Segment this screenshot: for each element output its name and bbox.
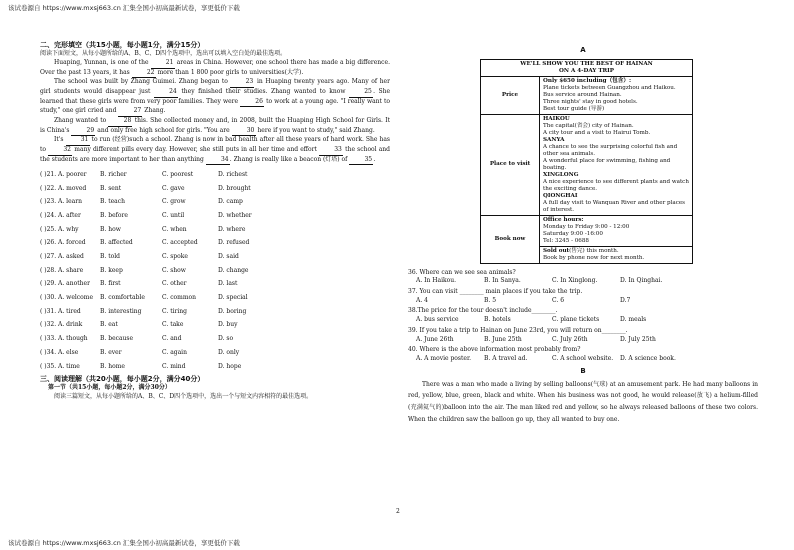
passage-b-text: There was a man who made a living by selling balloons(气球) at an amusement park. He had many balloons in red, yellow, blue, green, black and white. When his business was not good, he would release(放飞) a helium-filled (充满氦气的)balloon into the air. The man liked red and yellow, so he always released balloons of these two colors. When the children saw the balloon go up, they all wanted to buy one. — [408, 380, 758, 423]
option-choice: C. show — [162, 266, 186, 274]
question-option: A. 4 — [416, 296, 428, 304]
page-header-source: 该试卷源自 https://www.mxsj663.cn 汇集全国小初高最新试卷，享更低价下载 — [8, 4, 240, 12]
option-choice: B. richer — [100, 170, 127, 178]
question-option: A. June 26th — [416, 335, 454, 343]
option-choice: D. buy — [218, 321, 238, 329]
cloze-paragraph: It's 31 to run (经营)such a school. Zhang is now in bad health after all these years of hard work. She has to 32 many different pills every day. However, she still puts in all her time and effort 33 the school and the students are more important to her than anything 34. Zhang is really like a beacon (灯塔) of 35. — [40, 136, 390, 165]
office-hours — [540, 215, 693, 246]
blank-25: 25 — [349, 88, 373, 98]
question: 40. Where is the above information most probably from? — [408, 346, 581, 354]
option-choice: D. only — [218, 348, 240, 356]
option-row — [40, 182, 390, 196]
passage-b-label: B — [580, 366, 586, 375]
option-row — [40, 319, 390, 333]
option-row — [40, 346, 390, 360]
option-choice: D. camp — [218, 198, 243, 206]
passage-a-questions — [408, 269, 758, 364]
option-choice: B. ever — [100, 348, 122, 356]
tour-title-line2: ON A 4-DAY TRIP — [559, 68, 614, 75]
question-option: C. July 26th — [552, 335, 588, 343]
option-choice: D. last — [218, 280, 238, 288]
option-row — [40, 237, 390, 251]
option-choice: ( )32. A. drink — [40, 321, 83, 329]
option-choice: B. because — [100, 335, 134, 343]
option-row — [40, 251, 390, 265]
visit-line: A wonderful place for swimming, fishing and boating. — [543, 157, 671, 171]
question-option: B. In Sanya. — [484, 277, 521, 285]
option-choice: D. so — [218, 335, 234, 343]
blank-33: 33 — [319, 146, 343, 156]
option-choice: ( )34. A. else — [40, 348, 79, 356]
option-choice: D. brought — [218, 184, 251, 192]
office-line: Monday to Friday 9:00 - 12:00 — [543, 223, 630, 230]
question-options — [408, 316, 758, 325]
option-choice: B. interesting — [100, 307, 142, 315]
question-option: C. In Xinglong. — [552, 277, 598, 285]
question-option: D.7 — [620, 296, 631, 304]
option-choice: C. take — [162, 321, 184, 329]
option-row — [40, 292, 390, 306]
question-option: B. hotels — [484, 316, 511, 324]
option-choice: D. richest — [218, 170, 248, 178]
option-row — [40, 168, 390, 182]
option-choice: ( )27. A. asked — [40, 253, 84, 261]
option-choice: B. keep — [100, 266, 123, 274]
tour-ad-title — [481, 60, 693, 77]
cloze-options — [40, 168, 390, 373]
blank-35: 35 — [349, 156, 373, 166]
question-option: A. A movie poster. — [416, 354, 472, 362]
price-details — [540, 77, 693, 115]
option-choice: C. spoke — [162, 253, 188, 261]
right-column — [408, 45, 758, 425]
office-line: Saturday 9:00 -16:00 — [543, 230, 603, 237]
question-option: C. 6 — [552, 296, 565, 304]
price-line: Only $650 including（包含）: — [543, 78, 632, 85]
blank-28: 28 — [108, 117, 132, 127]
option-row — [40, 264, 390, 278]
question-option: C. plane tickets — [552, 316, 600, 324]
blank-21: 21 — [151, 59, 175, 69]
option-choice: C. when — [162, 225, 187, 233]
option-choice: B. how — [100, 225, 121, 233]
option-choice: ( )33. A. though — [40, 335, 88, 343]
option-choice: C. until — [162, 211, 185, 219]
question-option: A. bus service — [416, 316, 459, 324]
option-choice: C. again — [162, 348, 187, 356]
office-hours-title: Office hours: — [543, 216, 584, 223]
option-choice: C. grow — [162, 198, 186, 206]
question-option: A. In Haikou. — [416, 277, 457, 285]
price-line: Plane tickets between Guangzhou and Haikou. — [543, 85, 676, 92]
visit-line: The capital(省会) city of Hainan. — [543, 123, 634, 130]
option-row — [40, 305, 390, 319]
book-next-month: Book by phone now for next month. — [543, 254, 645, 261]
option-choice: ( )30. A. welcome — [40, 294, 94, 302]
question-options — [408, 277, 758, 286]
option-choice: B. comfortable — [100, 294, 145, 302]
visit-line: A city tour and a visit to Hairui Tomb. — [543, 130, 651, 136]
option-choice: C. accepted — [162, 239, 198, 247]
cloze-passage — [40, 59, 390, 166]
blank-24: 24 — [154, 88, 178, 98]
question-option: B. June 25th — [484, 335, 522, 343]
question-option: D. In Qinghai. — [620, 277, 663, 285]
tour-ad-table — [480, 59, 693, 264]
option-row — [40, 360, 390, 374]
question-option: B. A travel ad. — [484, 354, 528, 362]
visit-label: Place to visit — [481, 115, 540, 216]
option-row — [40, 209, 390, 223]
option-choice: ( )23. A. learn — [40, 198, 82, 206]
option-choice: ( )24. A. after — [40, 211, 81, 219]
price-line: Best tour guide (导游) — [543, 106, 605, 113]
page-footer-source: 该试卷源自 https://www.mxsj663.cn 汇集全国小初高最新试卷，享更低价下载 — [8, 539, 240, 547]
blank-29: 29 — [71, 127, 95, 137]
blank-27: 27 — [118, 107, 142, 117]
option-choice: D. where — [218, 225, 246, 233]
option-choice: C. poorest — [162, 170, 194, 178]
visit-city: HAIKOU — [543, 116, 570, 123]
visit-line: A full day visit to Wanquan River and other places of interest. — [543, 199, 686, 213]
option-choice: ( )26. A. forced — [40, 239, 86, 247]
question: 36. Where can we see sea animals? — [408, 268, 516, 276]
price-label: Price — [481, 77, 540, 115]
visit-details — [540, 115, 693, 216]
price-line: Bus service around Hainan. — [543, 92, 622, 99]
question-options — [408, 355, 758, 364]
sold-out-bold: Sold out — [543, 247, 570, 254]
visit-city: XINGLONG — [543, 171, 579, 178]
cloze-paragraph: The school was built by Zhang Guimei. Zhang began to 23 in Huaping twenty years ago. Many of her girl students would disappear just 24 they finished their studies. Zhang wanted to know 25. She learned that these girls were from very poor families. They were 26 to work at a young age. "I really want to study," one girl cried and 27 Zhang. — [40, 78, 390, 117]
question: 37. You can visit ________ main places if you take the trip. — [408, 288, 583, 296]
blank-31: 31 — [66, 136, 90, 146]
option-choice: ( )28. A. share — [40, 266, 84, 274]
reading-instruction: 阅读三篇短文，从每小题所给的A、B、C、D四个选项中，选出一个与短文内容相符的最佳选项。 — [54, 392, 313, 400]
question: 38.The price for the tour doesn't include________. — [408, 307, 558, 315]
cloze-paragraph: Zhang wanted to 28 this. She collected money and, in 2008, built the Huaping High School for Girls. It is China's 29 and only free high school for girls. "You are 30 here if you want to study," said Zhang. — [40, 117, 390, 136]
sold-out-rest: (售完) this month. — [569, 247, 619, 254]
question-option: D. July 25th — [620, 335, 656, 343]
option-choice: C. tiring — [162, 307, 188, 315]
option-choice: D. hope — [218, 362, 242, 370]
price-line: Three nights' stay in good hotels. — [543, 99, 638, 106]
sold-out-notice — [540, 246, 693, 263]
cloze-instruction: 阅读下面短文，从每小题所给的A、B、C、D四个选项中，选出可以填入空白处的最佳选项。 — [40, 50, 287, 58]
question-option: D. meals — [620, 316, 647, 324]
option-choice: ( )29. A. another — [40, 280, 90, 288]
blank-34: 34 — [206, 156, 230, 166]
blank-22: 22 — [132, 69, 156, 79]
blank-23: 23 — [230, 78, 254, 88]
option-row — [40, 333, 390, 347]
option-choice: B. home — [100, 362, 125, 370]
option-choice: ( )25. A. why — [40, 225, 79, 233]
option-choice: D. refused — [218, 239, 250, 247]
option-choice: C. gave — [162, 184, 185, 192]
option-row — [40, 196, 390, 210]
page-number: 2 — [396, 508, 400, 515]
reading-section-title: 三、阅读理解（共20小题，每小题2分，满分40分） — [40, 374, 205, 383]
option-choice: C. common — [162, 294, 197, 302]
option-choice: B. before — [100, 211, 128, 219]
visit-line: A nice experience to see different plants and watch the exciting dance. — [543, 178, 689, 192]
question-options — [408, 336, 758, 345]
option-choice: B. teach — [100, 198, 125, 206]
option-choice: D. special — [218, 294, 248, 302]
option-choice: B. eat — [100, 321, 118, 329]
option-choice: ( )22. A. moved — [40, 184, 87, 192]
option-choice: B. first — [100, 280, 121, 288]
blank-32: 32 — [48, 146, 72, 156]
option-choice: B. told — [100, 253, 121, 261]
option-choice: D. change — [218, 266, 249, 274]
question-options — [408, 297, 758, 306]
reading-part1-title: 第一节（共15小题，每小题2分，满分30分） — [48, 383, 171, 391]
option-choice: C. and — [162, 335, 182, 343]
option-choice: D. whether — [218, 211, 252, 219]
blank-30: 30 — [232, 127, 256, 137]
office-line: Tel: 3245 - 0688 — [543, 237, 589, 244]
tour-title-line1: WE'LL SHOW YOU THE BEST OF HAINAN — [520, 61, 653, 68]
blank-26: 26 — [240, 98, 264, 108]
question-option: B. 5 — [484, 296, 497, 304]
option-choice: ( )31. A. tired — [40, 307, 81, 315]
visit-city: QIONGHAI — [543, 192, 578, 199]
option-choice: B. affected — [100, 239, 133, 247]
question: 39. If you take a trip to Hainan on June 23rd, you will return on________. — [408, 326, 628, 334]
question-option: D. A science book. — [620, 354, 676, 362]
visit-city: SANYA — [543, 136, 565, 143]
visit-line: A chance to see the surprising colorful fish and other sea animals. — [543, 143, 678, 157]
question-option: C. A school website. — [552, 354, 614, 362]
option-choice: D. said — [218, 253, 239, 261]
option-choice: ( )21. A. poorer — [40, 170, 87, 178]
option-choice: D. boring — [218, 307, 247, 315]
book-label: Book now — [481, 215, 540, 263]
option-choice: ( )35. A. time — [40, 362, 80, 370]
cloze-paragraph: Huaping, Yunnan, is one of the 21 areas in China. However, one school there has made a big difference. Over the past 13 years, it has 22 more than 1 800 poor girls to universities(大学). — [40, 59, 390, 78]
left-column — [40, 40, 390, 401]
passage-a-label: A — [580, 46, 586, 54]
option-choice: C. other — [162, 280, 187, 288]
option-choice: C. mind — [162, 362, 186, 370]
option-row — [40, 278, 390, 292]
cloze-section-title: 二、完形填空（共15小题，每小题1分，满分15分） — [40, 41, 205, 49]
option-choice: B. sent — [100, 184, 122, 192]
option-row — [40, 223, 390, 237]
